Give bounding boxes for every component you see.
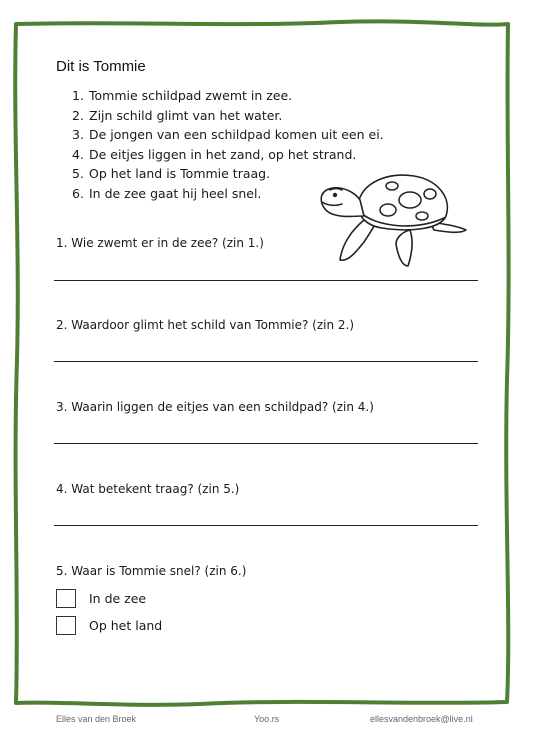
question-5: 5. Waar is Tommie snel? (zin 6.) <box>56 564 247 578</box>
sentence-item <box>72 106 384 126</box>
sentence-number: 5. <box>72 166 84 181</box>
sentence-text: De eitjes liggen in het zand, op het strand. <box>89 146 357 162</box>
sentence-item <box>72 86 384 106</box>
worksheet-title: Dit is Tommie <box>56 58 146 75</box>
question-3: 3. Waarin liggen de eitjes van een schildpad? (zin 4.) <box>56 400 374 414</box>
sentence-item <box>72 125 384 145</box>
sentence-text: Op het land is Tommie traag. <box>89 166 271 181</box>
footer-email: ellesvandenbroek@live.nl <box>370 714 473 724</box>
checkbox-in-de-zee[interactable] <box>56 589 76 608</box>
checkbox-op-het-land[interactable] <box>56 616 76 635</box>
turtle-illustration-icon <box>318 170 470 270</box>
sentence-number: 4. <box>72 146 84 162</box>
sentence-item <box>72 145 384 165</box>
answer-line-1[interactable] <box>54 280 478 281</box>
option-label: Op het land <box>89 618 163 633</box>
footer-site: Yoo.rs <box>254 714 280 724</box>
question-4: 4. Wat betekent traag? (zin 5.) <box>56 482 240 496</box>
sentence-number: 6. <box>72 185 84 201</box>
question-2: 2. Waardoor glimt het schild van Tommie? (zin 2.) <box>56 318 355 332</box>
answer-line-3[interactable] <box>54 443 478 444</box>
sentence-number: 1. <box>72 88 84 103</box>
sentence-number: 3. <box>72 127 84 142</box>
sentence-text: De jongen van een schildpad komen uit een ei. <box>89 127 384 142</box>
question-1: 1. Wie zwemt er in de zee? (zin 1.) <box>56 236 264 250</box>
option-label: In de zee <box>89 591 147 606</box>
sentence-text: In de zee gaat hij heel snel. <box>89 185 262 201</box>
sentence-number: 2. <box>72 107 84 123</box>
footer-author: Elles van den Broek <box>56 714 137 724</box>
sentence-text: Zijn schild glimt van het water. <box>89 107 283 123</box>
sentence-text: Tommie schildpad zwemt in zee. <box>89 88 293 103</box>
answer-line-4[interactable] <box>54 525 478 526</box>
answer-line-2[interactable] <box>54 361 478 362</box>
